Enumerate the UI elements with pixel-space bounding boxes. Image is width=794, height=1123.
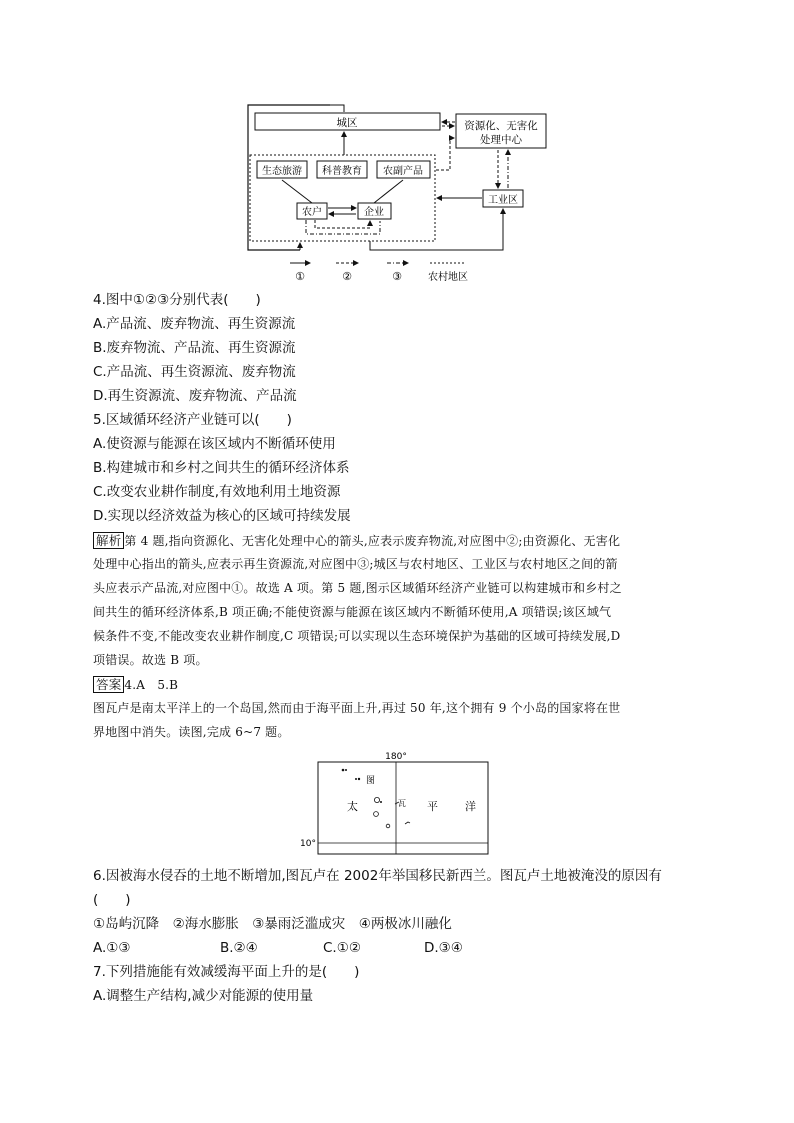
- q4-option-c[interactable]: C.产品流、再生资源流、废弃物流: [93, 364, 296, 380]
- q6-option-c[interactable]: C.①②: [323, 940, 361, 956]
- intro-line-2: 界地图中消失。读图,完成 6~7 题。: [93, 725, 290, 739]
- analysis-line-6: 项错误。故选 B 项。: [93, 653, 208, 667]
- eco-tourism-label: 生态旅游: [262, 166, 302, 177]
- island-label: 瓦: [398, 799, 406, 808]
- answer-line: [93, 676, 178, 694]
- q5-option-b[interactable]: B.构建城市和乡村之间共生的循环经济体系: [93, 460, 350, 476]
- q7-option-a[interactable]: A.调整生产结构,减少对能源的使用量: [93, 988, 314, 1004]
- q5-option-c[interactable]: C.改变农业耕作制度,有效地利用土地资源: [93, 484, 341, 500]
- circular-economy-diagram: [240, 100, 560, 285]
- q4-stem: 4.图中①②③分别代表( ): [93, 292, 261, 308]
- legend-2: ②: [342, 270, 352, 283]
- ocean-char-2: 平: [427, 800, 438, 813]
- q5-option-d[interactable]: D.实现以经济效益为核心的区域可持续发展: [93, 508, 351, 524]
- analysis-line-2: 处理中心指出的箭头,应表示再生资源流,对应图中③;城区与农村地区、工业区与农村地区之间的箭: [93, 557, 618, 571]
- analysis-line-4: 间共生的循环经济体系,B 项正确;不能使资源与能源在该区域内不断循环使用,A 项错误;该区域气: [93, 605, 612, 619]
- lon-label: 180°: [385, 752, 407, 762]
- answer-text: 4.A 5.B: [124, 678, 179, 692]
- answer-tag: 答案: [93, 676, 124, 693]
- science-edu-label: 科普教育: [322, 166, 362, 177]
- analysis-tag: 解析: [93, 532, 124, 549]
- treatment-center-line2: 处理中心: [480, 134, 522, 146]
- city-label: 城区: [336, 117, 358, 129]
- map-frame: [318, 762, 488, 854]
- treatment-center-line1: 资源化、无害化: [464, 120, 538, 132]
- industrial-label: 工业区: [488, 195, 518, 206]
- q5-stem: 5.区域循环经济产业链可以( ): [93, 412, 292, 428]
- q4-option-b[interactable]: B.废弃物流、产品流、再生资源流: [93, 340, 296, 356]
- analysis-line-3: 头应表示产品流,对应图中①。故选 A 项。第 5 题,图示区域循环经济产业链可以构建城市和乡村之: [93, 581, 622, 595]
- agri-products-label: 农副产品: [383, 166, 423, 177]
- q5-option-a[interactable]: A.使资源与能源在该区域内不断循环使用: [93, 436, 336, 452]
- ocean-char-3: 洋: [465, 800, 476, 813]
- enterprise-label: 企业: [364, 207, 384, 218]
- intro-line-1: 图瓦卢是南太平洋上的一个岛国,然而由于海平面上升,再过 50 年,这个拥有 9 个小岛的国家将在世: [93, 701, 621, 715]
- q4-option-a[interactable]: A.产品流、废弃物流、再生资源流: [93, 316, 296, 332]
- analysis-line-5: 候条件不变,不能改变农业耕作制度,C 项错误;可以实现以生态环境保护为基础的区域可持续发展,D: [93, 629, 621, 643]
- q6-option-b[interactable]: B.②④: [220, 940, 258, 956]
- q6-option-a[interactable]: A.①③: [93, 940, 131, 956]
- q6-statements: ①岛屿沉降 ②海水膨胀 ③暴雨泛滥成灾 ④两极冰川融化: [93, 916, 452, 932]
- q4-option-d[interactable]: D.再生资源流、废弃物流、产品流: [93, 388, 297, 404]
- q7-stem: 7.下列措施能有效减缓海平面上升的是( ): [93, 964, 360, 980]
- ocean-char-1: 太: [347, 800, 358, 813]
- legend-rural: 农村地区: [428, 272, 468, 283]
- q6-stem-line-2: ( ): [93, 892, 131, 908]
- farmer-label: 农户: [302, 207, 322, 218]
- tuvalu-map: [300, 748, 495, 858]
- lat-label: 10°: [300, 839, 316, 849]
- q6-option-d[interactable]: D.③④: [424, 940, 463, 956]
- analysis-line-1: 解析 第 4 题,指向资源化、无害化处理中心的箭头,应表示废弃物流,对应图中②;由资源化、无害化: [93, 532, 620, 550]
- legend-1: ①: [295, 270, 305, 283]
- legend-3: ③: [392, 270, 402, 283]
- country-char: 图: [366, 776, 376, 786]
- q6-stem-line-1: 6.因被海水侵吞的土地不断增加,图瓦卢在 2002年举国移民新西兰。图瓦卢土地被淹没的原因有: [93, 868, 662, 884]
